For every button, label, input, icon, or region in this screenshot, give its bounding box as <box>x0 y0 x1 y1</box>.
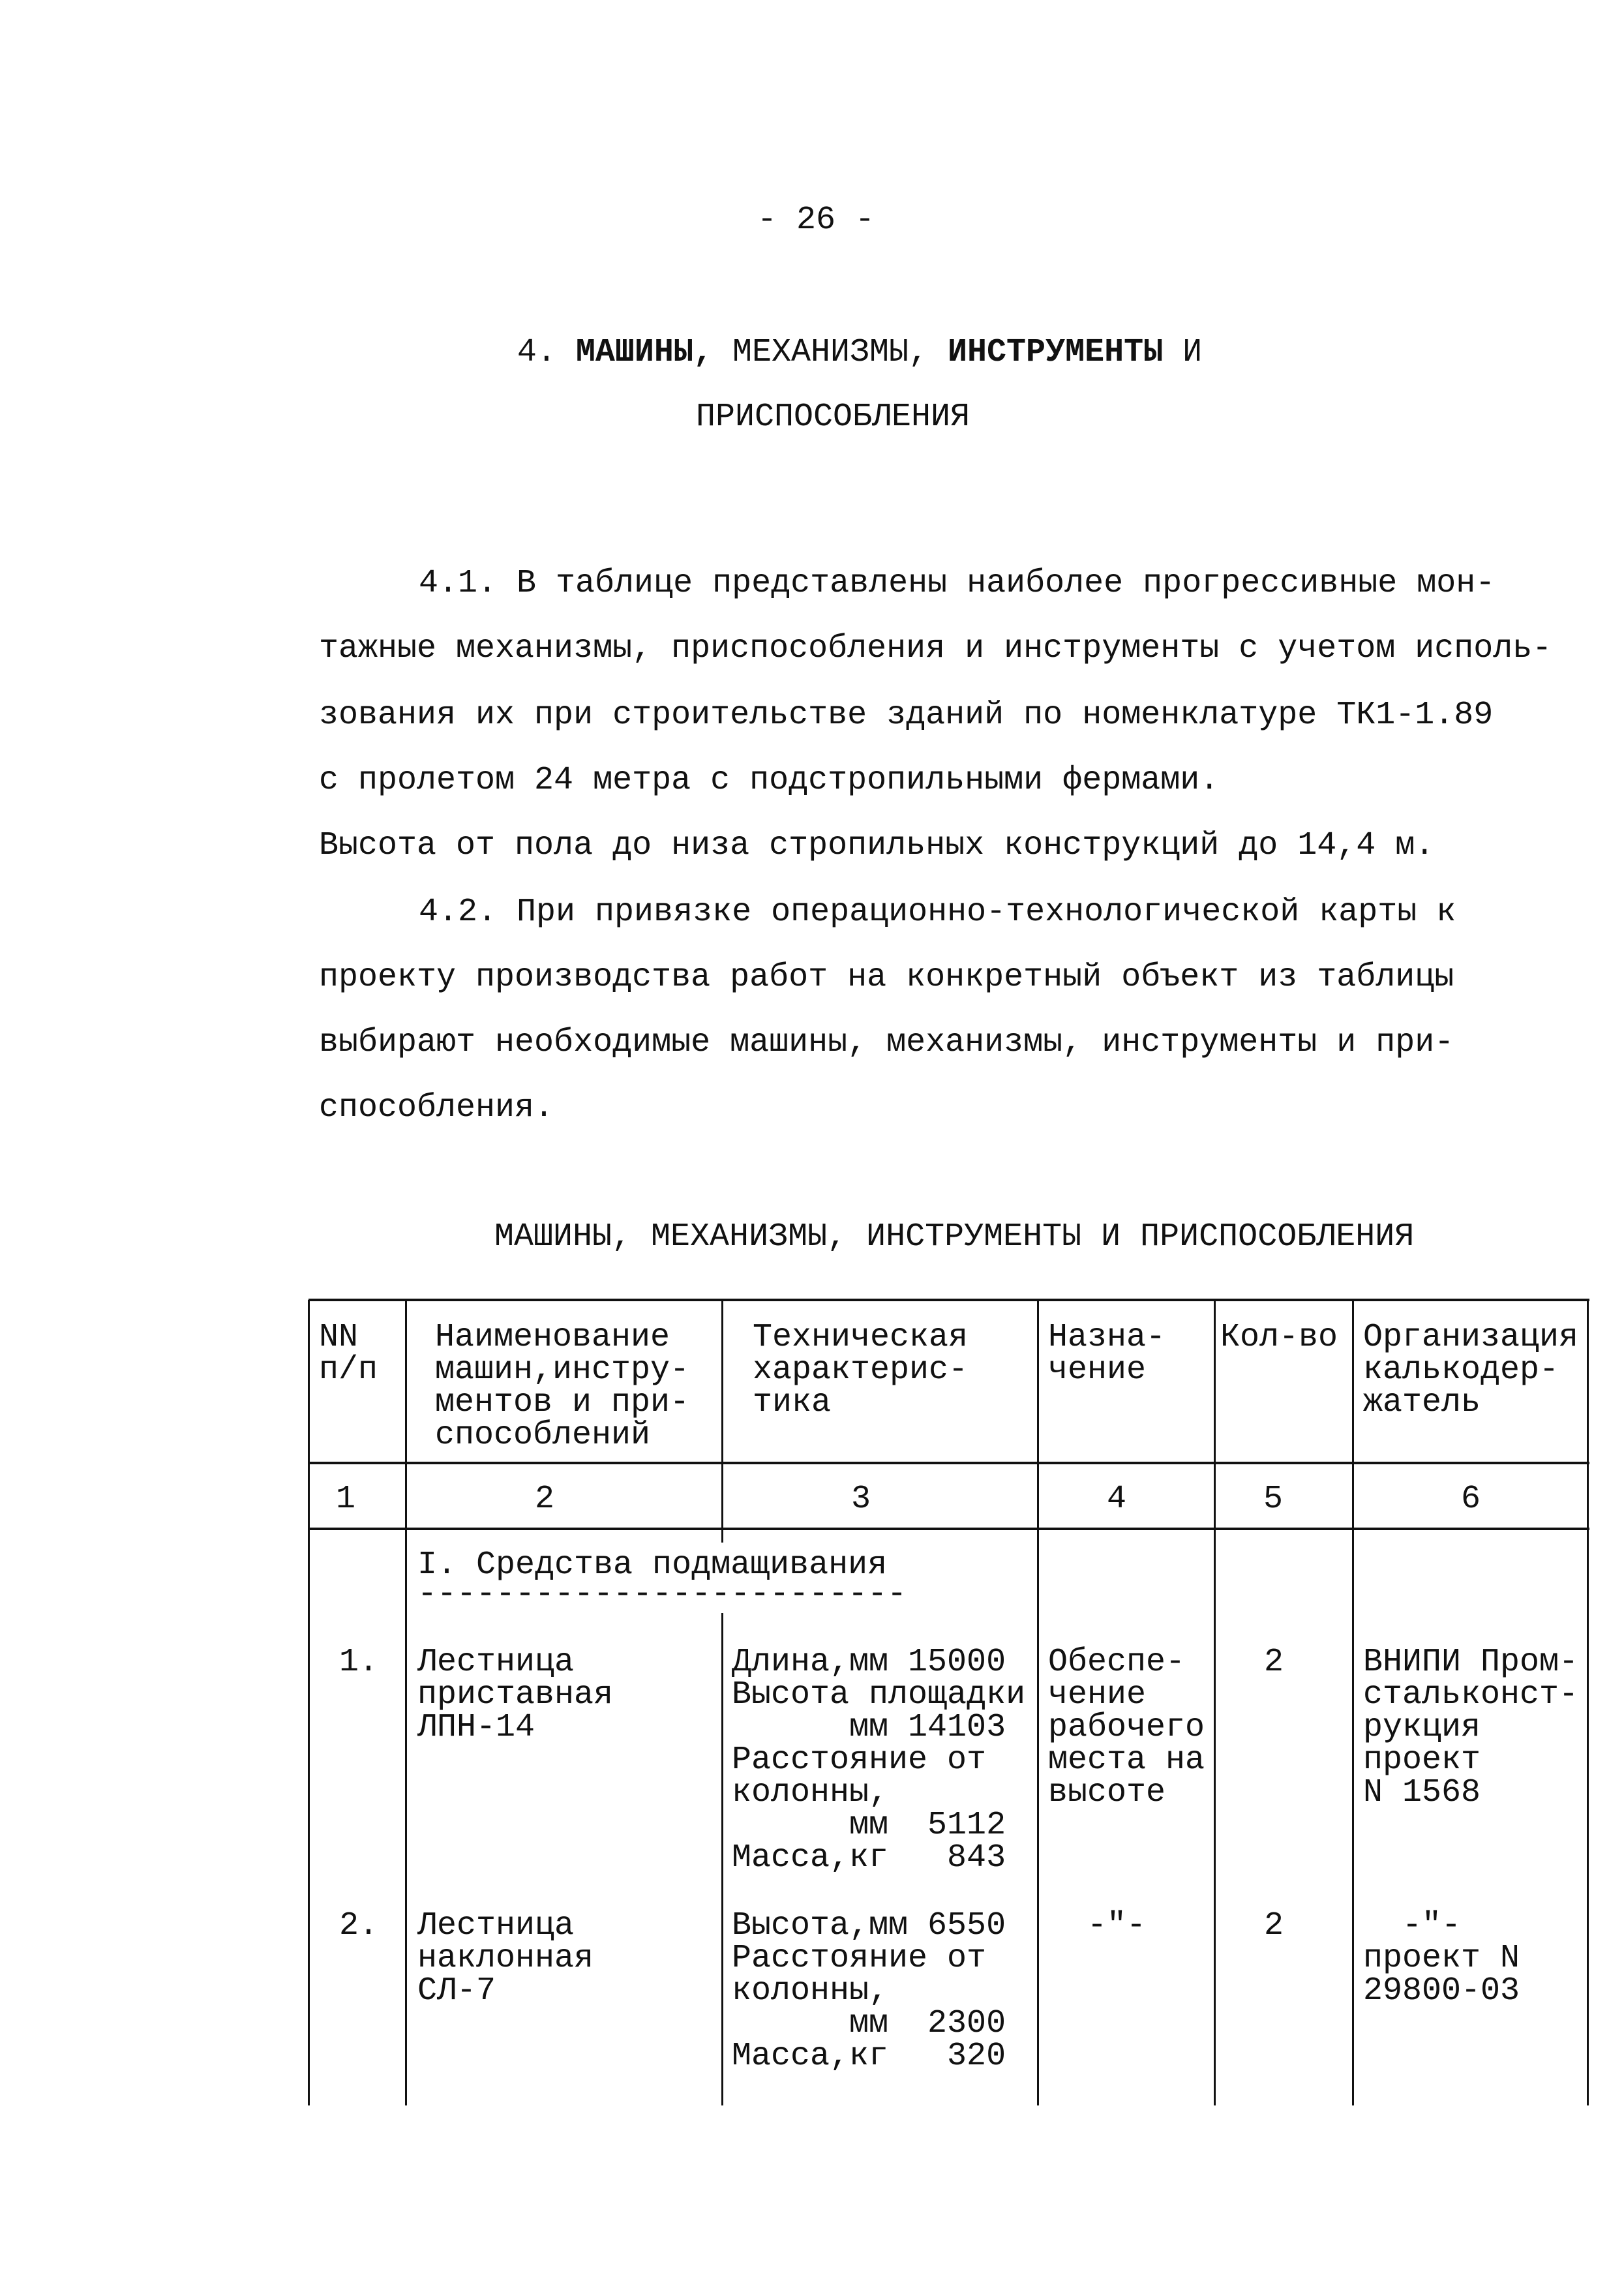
column-number: 6 <box>1460 1481 1481 1518</box>
header-cell-name: Наименование машин,инстру- ментов и при- способлений <box>435 1319 690 1454</box>
header-cell-quantity: Кол-во <box>1220 1319 1338 1356</box>
paragraph-line: способления. <box>319 1089 554 1126</box>
heading-word: И <box>1182 334 1203 371</box>
section-heading-line1 <box>517 334 1203 371</box>
table-border-right <box>1587 1300 1589 2105</box>
row-name: Лестница приставная ЛПН-14 <box>417 1644 614 1746</box>
table-border-left <box>308 1300 310 2105</box>
header-cell-organization: Организация калькодер- жатель <box>1363 1319 1579 1421</box>
heading-word: ИНСТРУМЕНТЫ <box>948 334 1164 371</box>
row-spec: Длина,мм 15000 Высота площадки мм 14103 Расстояние от колонны, мм 5112 Масса,кг 843 <box>732 1644 1026 1877</box>
table-title: МАШИНЫ, МЕХАНИЗМЫ, ИНСТРУМЕНТЫ И ПРИСПОСОБЛЕНИЯ <box>494 1218 1415 1256</box>
heading-num: 4. <box>517 334 556 371</box>
column-divider <box>1037 1300 1039 2105</box>
row-quantity: 2 <box>1264 1907 1284 1944</box>
column-divider <box>405 1300 407 2105</box>
column-number: 2 <box>534 1481 555 1518</box>
paragraph-line: зования их при строительстве зданий по номенклатуре ТК1-1.89 <box>319 697 1494 734</box>
header-divider <box>308 1462 1589 1464</box>
column-divider <box>1214 1300 1216 2105</box>
paragraph-line: Высота от пола до низа стропильных конструкций до 14,4 м. <box>319 827 1435 864</box>
column-divider <box>721 1300 723 1543</box>
row-purpose: -"- <box>1048 1907 1147 1944</box>
page-number: - 26 - <box>757 202 875 239</box>
paragraph-line: с пролетом 24 метра с подстропильными фермами. <box>319 762 1220 799</box>
row-organization: -"- проект N 29800-03 <box>1363 1907 1520 2010</box>
column-number: 5 <box>1263 1481 1284 1518</box>
paragraph-line: 4.1. В таблице представлены наиболее прогрессивные мон- <box>419 565 1496 602</box>
section-heading-line2: ПРИСПОСОБЛЕНИЯ <box>695 399 970 436</box>
number-row-divider <box>308 1528 1589 1530</box>
header-cell-spec: Техническая характерис- тика <box>753 1319 969 1421</box>
row-name: Лестница наклонная СЛ-7 <box>417 1907 594 2010</box>
heading-word: МЕХАНИЗМЫ, <box>732 334 929 371</box>
row-purpose: Обеспе- чение рабочего места на высоте <box>1048 1644 1205 1811</box>
header-cell-number: NN п/п <box>319 1319 378 1389</box>
paragraph-line: проекту производства работ на конкретный объект из таблицы <box>319 959 1454 996</box>
column-divider <box>721 1613 723 2105</box>
row-number: 2. <box>339 1907 379 1944</box>
column-number: 1 <box>335 1481 356 1518</box>
row-spec: Высота,мм 6550 Расстояние от колонны, мм 2300 Масса,кг 320 <box>732 1907 1006 2075</box>
heading-word: МАШИНЫ, <box>575 334 713 371</box>
table-border-top <box>308 1299 1589 1301</box>
column-number: 4 <box>1106 1481 1127 1518</box>
row-number: 1. <box>339 1644 379 1681</box>
row-quantity: 2 <box>1264 1644 1284 1681</box>
paragraph-line: выбирают необходимые машины, механизмы, инструменты и при- <box>319 1024 1454 1061</box>
paragraph-line: тажные механизмы, приспособления и инструменты с учетом исполь- <box>319 630 1552 667</box>
column-number: 3 <box>850 1481 871 1518</box>
row-organization: ВНИПИ Пром- стальконст- рукция проект N 1568 <box>1363 1644 1579 1811</box>
section-underline: ------------------------- <box>417 1576 907 1613</box>
paragraph-line: 4.2. При привязке операционно-технологической карты к <box>419 894 1456 931</box>
section-title: I. Средства подмащивания <box>417 1546 888 1584</box>
header-cell-purpose: Назна- чение <box>1048 1319 1166 1389</box>
column-divider <box>1352 1300 1354 2105</box>
